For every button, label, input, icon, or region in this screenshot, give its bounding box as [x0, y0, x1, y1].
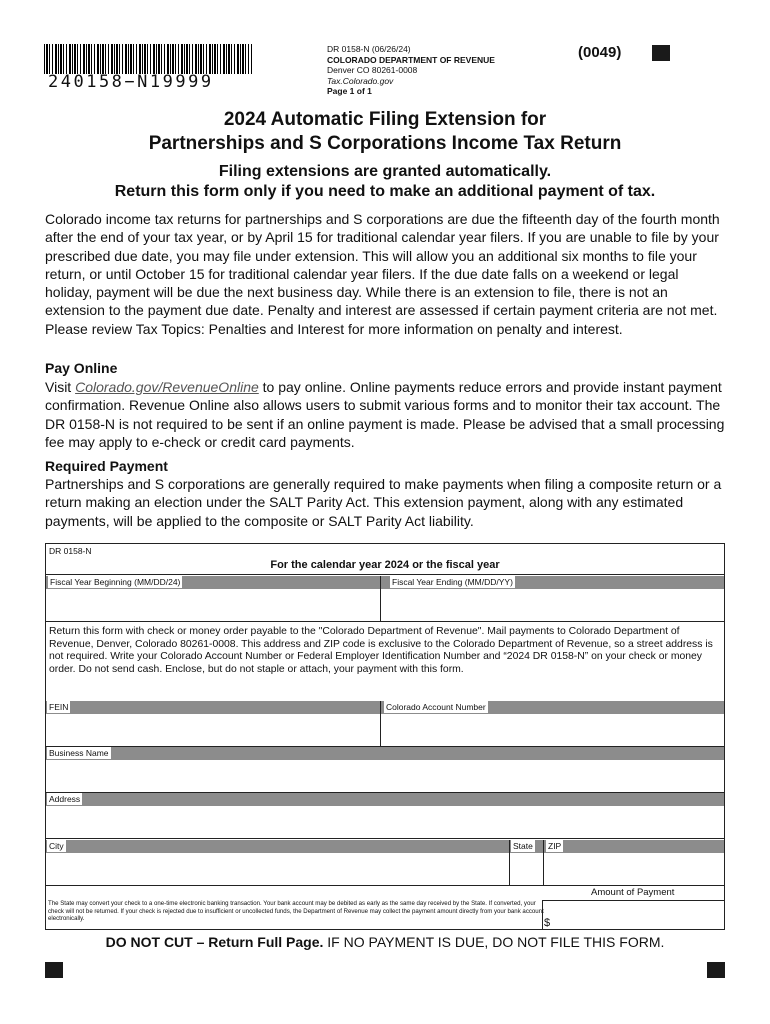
pay-online-text-end: to pay online. Online payments reduce errors and provide instant payment confirmation. Revenue Online also allows users to submit various forms and to monitor their tax account. The DR 0158-N is not required to be sent if an online payment is made. Please be advised that a small processing fee may apply to e-check or credit card payments. [45, 379, 725, 450]
revenue-online-link[interactable]: Colorado.gov/RevenueOnline [75, 379, 259, 395]
department-name: COLORADO DEPARTMENT OF REVENUE [327, 54, 495, 65]
required-payment-heading: Required Payment [45, 458, 168, 474]
mailing-instructions: Return this form with check or money order payable to the "Colorado Department of Revenue". Mail payments to Colorado Department of Revenue, Denver, Colorado 80261-0008. This address and ZIP code is exclusive to the Colorado Department of Revenue, so a street address is not required. Write your Colorado Account Number or Federal Employer Identification Number and “2024 DR 0158-N” on your check or money order. Do not send cash. Enclose, but do not staple or attach, your payment with this form. [49, 626, 713, 675]
zip-label: ZIP [548, 841, 562, 851]
label-bar [46, 840, 724, 853]
page-subtitle [0, 162, 770, 202]
department-website: Tax.Colorado.gov [327, 75, 394, 86]
dollar-sign: $ [544, 917, 551, 929]
account-number-field[interactable] [381, 714, 724, 746]
business-name-label: Business Name [49, 748, 109, 758]
intro-paragraph: Colorado income tax returns for partnerships and S corporations are due the fifteenth day of the fourth month after the end of your tax year, or by April 15 for traditional calendar year filers. If you are unable to file by your prescribed due date, you may file under extension. This will allow you an additional six months to file your return, or until October 15 for traditional calendar year filers. If the due date falls on a weekend or legal holiday, payment will be due the next business day. While there is an extension to file, there is not an extension to the payment due date. Penalty and interest are assessed if certain payment criteria are not met. Please review Tax Topics: Penalties and Interest for more information on penalty and interest. [45, 211, 720, 337]
form-revision: DR 0158-N (06/26/24) [327, 44, 411, 54]
barcode [44, 44, 252, 74]
city-label: City [49, 841, 64, 851]
pay-online-paragraph [45, 378, 725, 451]
footer-text: IF NO PAYMENT IS DUE, DO NOT FILE THIS FORM. [323, 934, 665, 950]
label-bar [46, 793, 724, 806]
voucher-form-id: DR 0158-N [49, 546, 92, 556]
divider [46, 574, 724, 575]
amount-of-payment-label: Amount of Payment [591, 887, 675, 898]
page-number: Page 1 of 1 [327, 86, 372, 96]
title-line-1: 2024 Automatic Filing Extension for [223, 109, 547, 130]
fiscal-year-end-field[interactable] [381, 589, 724, 621]
fiscal-year-begin-field[interactable] [46, 589, 380, 621]
business-name-field[interactable] [46, 760, 724, 792]
address-field[interactable] [46, 806, 724, 838]
footer-notice [0, 934, 770, 950]
registration-mark-top-right [652, 45, 670, 61]
form-code: (0049) [578, 44, 622, 61]
pay-online-heading: Pay Online [45, 360, 118, 376]
pay-online-text-start: Visit [45, 379, 76, 395]
fiscal-year-heading: For the calendar year 2024 or the fiscal year [270, 559, 500, 571]
divider [46, 621, 724, 622]
payment-voucher-form [45, 543, 725, 930]
fein-label: FEIN [49, 702, 69, 712]
address-label: Address [49, 794, 81, 804]
department-address: Denver CO 80261-0008 [327, 65, 418, 75]
fiscal-year-end-label: Fiscal Year Ending (MM/DD/YY) [392, 577, 513, 587]
check-conversion-notice: The State may convert your check to a one-time electronic banking transaction. Your bank account may be debited as early as the same day received by the State. If converted, your check will not be returned. If your check is rejected due to insufficient or uncollected funds, the Department of Revenue may collect the payment amount directly from your bank account electronically. [48, 900, 544, 923]
registration-mark-bottom-left [45, 962, 63, 978]
fiscal-year-begin-label: Fiscal Year Beginning (MM/DD/24) [50, 577, 181, 587]
city-field[interactable] [46, 853, 509, 885]
title-line-2: Partnerships and S Corporations Income Tax Return [148, 133, 622, 154]
subtitle-line-1: Filing extensions are granted automatically. [218, 163, 552, 180]
label-bar [46, 747, 724, 760]
state-field[interactable] [510, 853, 543, 885]
required-payment-paragraph: Partnerships and S corporations are generally required to make payments when filing a composite return or a return making an election under the SALT Parity Act. This extension payment, along with any estimated payments, will be applied to the composite or SALT Parity Act liability. [45, 476, 722, 529]
form-header-info [327, 44, 495, 97]
fein-field[interactable] [46, 714, 380, 746]
barcode-number: 240158−N19999 [48, 72, 214, 92]
footer-bold-text: DO NOT CUT – Return Full Page. [105, 934, 324, 950]
amount-of-payment-field[interactable] [543, 901, 724, 930]
zip-field[interactable] [544, 853, 724, 885]
registration-mark-bottom-right [707, 962, 725, 978]
account-number-label: Colorado Account Number [386, 702, 486, 712]
state-label: State [513, 841, 533, 851]
page-title [0, 108, 770, 156]
subtitle-line-2: Return this form only if you need to make an additional payment of tax. [114, 183, 656, 200]
divider [46, 838, 724, 839]
